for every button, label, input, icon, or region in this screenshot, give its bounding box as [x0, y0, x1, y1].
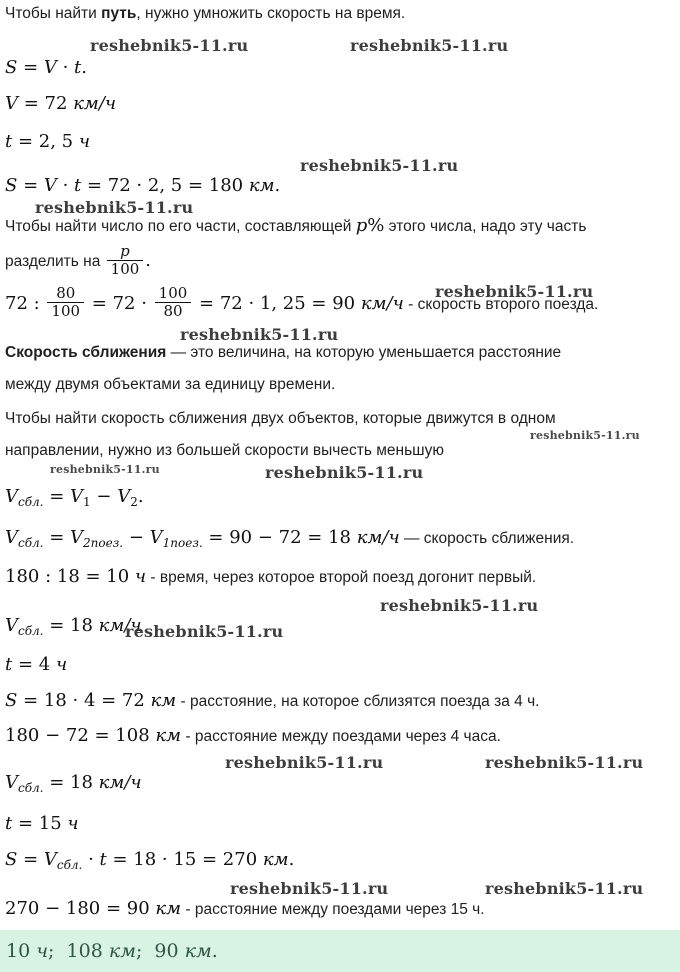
math-variable: t: [5, 131, 13, 152]
math-variable: км: [155, 725, 182, 746]
math-variable: км: [155, 898, 182, 919]
math-variable: км/ч: [98, 772, 142, 793]
percent-rule-line-1: [5, 216, 674, 237]
watermark-row-8: [5, 753, 674, 771]
fraction-numerator: 100: [158, 284, 188, 302]
fraction: [155, 285, 192, 320]
math-subscript: сбл.: [18, 495, 44, 509]
math-variable: ч: [67, 813, 79, 834]
calc-closing-speed: [5, 526, 674, 555]
math-value: = 90 − 72 = 18: [202, 527, 357, 548]
math-subscript: 2поез.: [83, 536, 124, 550]
math-variable: ч: [55, 654, 68, 675]
text-segment: — это величина, на которую уменьшается расстояние: [166, 344, 562, 361]
text-segment: Чтобы найти: [5, 5, 102, 22]
watermark-row-7: [5, 596, 674, 614]
math-value: 10: [6, 940, 37, 962]
math-variable: V: [43, 849, 57, 870]
math-variable: t: [74, 57, 82, 78]
math-variable: км: [184, 940, 212, 962]
math-value: .: [288, 849, 295, 870]
math-value: ·: [82, 849, 100, 870]
math-variable: км: [248, 175, 275, 196]
math-subscript: сбл.: [56, 858, 83, 872]
text-segment: - расстояние, на которое сблизятся поезда за 4 ч.: [176, 693, 540, 710]
watermark: reshebnik5-11.ru: [125, 622, 284, 641]
math-value: .: [81, 57, 88, 78]
text-segment: Чтобы найти число по его части, составляющей: [5, 218, 356, 235]
fraction-denominator: 100: [47, 302, 84, 320]
math-value: 270 − 180 = 90: [5, 898, 156, 919]
math-value: −: [123, 527, 150, 548]
calc-gap-4h: [5, 724, 674, 749]
bold-text-segment: путь: [101, 5, 137, 22]
watermark: reshebnik5-11.ru: [50, 463, 160, 476]
fraction: [107, 243, 144, 278]
math-variable: V: [5, 527, 18, 548]
math-variable: p: [355, 215, 368, 236]
math-value: %: [367, 215, 385, 236]
math-value: = 18: [43, 772, 99, 793]
calc-second-train-speed: [5, 284, 674, 325]
text-segment: - скорость второго поезда.: [403, 296, 599, 313]
watermark: reshebnik5-11.ru: [485, 753, 644, 772]
math-variable: V: [5, 486, 18, 507]
math-value: 180 − 72 = 108: [5, 725, 156, 746]
watermark-row-5: [5, 429, 674, 441]
calc-catchup-time: [5, 565, 674, 590]
math-value: ; 108: [48, 940, 109, 962]
calc-distance-180: [5, 174, 674, 198]
text-segment: - расстояние между поездами через 4 часа.: [181, 728, 501, 745]
math-variable: t: [5, 654, 13, 675]
math-variable: км/ч: [98, 615, 142, 636]
given-speed: [5, 92, 674, 116]
math-variable: t: [74, 175, 82, 196]
math-variable: V: [43, 175, 57, 196]
closing-speed-def-2: [5, 375, 674, 395]
math-variable: км/ч: [360, 293, 404, 314]
formula-closing-speed: [5, 485, 674, 514]
text-segment: - расстояние между поездами через 15 ч.: [181, 901, 485, 918]
math-value: .: [145, 250, 152, 271]
closing-speed-rule-2: [5, 441, 674, 461]
watermark: reshebnik5-11.ru: [180, 325, 339, 344]
math-variable: ч: [78, 131, 91, 152]
fraction-numerator: p: [120, 241, 130, 260]
math-variable: км/ч: [73, 93, 117, 114]
math-variable: V: [70, 486, 84, 507]
math-value: =: [43, 527, 71, 548]
math-subscript: 1: [83, 495, 91, 509]
math-variable: S: [5, 175, 18, 196]
watermark-row-9: [5, 879, 674, 897]
math-variable: S: [5, 57, 18, 78]
text-segment: между двумя объектами за единицу времени.: [5, 376, 336, 393]
math-variable: S: [5, 849, 18, 870]
math-variable: км: [262, 849, 289, 870]
math-variable: км/ч: [356, 527, 400, 548]
math-variable: ч: [36, 940, 49, 962]
math-value: =: [17, 175, 44, 196]
math-value: .: [211, 940, 218, 962]
text-segment: - время, через которое второй поезд догонит первый.: [146, 569, 537, 586]
closing-speed-value-2: [5, 771, 674, 800]
solution-body: [5, 4, 674, 972]
math-variable: км: [108, 940, 136, 962]
math-value: .: [274, 175, 281, 196]
math-subscript: сбл.: [18, 536, 44, 550]
watermark: reshebnik5-11.ru: [300, 156, 459, 175]
watermark: reshebnik5-11.ru: [530, 429, 640, 442]
math-value: ; 90: [135, 940, 185, 962]
math-value: 180 : 18 = 10: [5, 566, 135, 587]
given-time: [5, 130, 674, 154]
math-variable: t: [99, 849, 107, 870]
intro-path-rule: [5, 4, 674, 24]
closing-speed-rule-1: [5, 409, 674, 429]
math-value: −: [90, 486, 118, 507]
text-segment: направлении, нужно из большей скорости вычесть меньшую: [5, 442, 444, 459]
math-subscript: сбл.: [18, 781, 44, 795]
watermark: reshebnik5-11.ru: [435, 282, 594, 301]
watermark-row-6: [5, 463, 674, 481]
watermark: reshebnik5-11.ru: [230, 879, 389, 898]
watermark-row-4: [5, 325, 674, 343]
watermark: reshebnik5-11.ru: [225, 753, 384, 772]
text-segment: этого числа, надо эту часть: [384, 218, 587, 235]
math-value: =: [17, 57, 44, 78]
time-4h: [5, 653, 674, 677]
watermark-row-3: [5, 198, 674, 216]
math-variable: V: [43, 57, 57, 78]
watermark: reshebnik5-11.ru: [380, 596, 539, 615]
math-subscript: 1поез.: [162, 536, 203, 550]
math-variable: V: [117, 486, 131, 507]
math-value: = 4: [12, 654, 56, 675]
math-variable: V: [5, 615, 18, 636]
math-variable: t: [5, 813, 13, 834]
watermark: reshebnik5-11.ru: [265, 463, 424, 482]
math-value: = 15: [12, 813, 68, 834]
watermark: reshebnik5-11.ru: [90, 36, 249, 55]
math-value: =: [43, 486, 71, 507]
time-15h: [5, 812, 674, 836]
calc-gap-15h: [5, 897, 674, 922]
math-variable: V: [149, 527, 163, 548]
math-variable: ч: [134, 566, 147, 587]
math-value: = 72 · 2, 5 = 180: [81, 175, 249, 196]
math-value: ·: [56, 175, 75, 196]
fraction-denominator: 100: [107, 260, 144, 278]
fraction: [47, 285, 84, 320]
calc-distance-15h: [5, 848, 674, 877]
math-value: 72 :: [5, 293, 46, 314]
math-variable: км: [150, 690, 177, 711]
math-value: ·: [56, 57, 75, 78]
math-value: = 18: [43, 615, 99, 636]
watermark: reshebnik5-11.ru: [350, 36, 509, 55]
math-value: = 72: [18, 93, 74, 114]
text-segment: Чтобы найти скорость сближения двух объектов, которые движутся в одном: [5, 410, 556, 427]
math-subscript: 2: [130, 495, 138, 509]
math-value: = 2, 5: [12, 131, 79, 152]
watermark: reshebnik5-11.ru: [485, 879, 644, 898]
formula-s-vt: [5, 56, 674, 80]
bold-text-segment: Скорость сближения: [5, 344, 167, 361]
math-value: = 72 ·: [86, 293, 153, 314]
math-value: = 18 · 15 = 270: [106, 849, 263, 870]
calc-distance-4h: [5, 689, 674, 714]
math-value: .: [137, 486, 144, 507]
text-segment: , нужно умножить скорость на время.: [136, 5, 406, 22]
closing-speed-def-1: [5, 343, 674, 363]
math-variable: V: [5, 93, 18, 114]
text-segment: — скорость сближения.: [399, 530, 575, 547]
math-variable: V: [5, 772, 18, 793]
text-segment: разделить на: [5, 253, 105, 270]
math-value: = 72 · 1, 25 = 90: [193, 293, 361, 314]
math-variable: V: [70, 527, 84, 548]
watermark-row-2: [5, 156, 674, 174]
closing-speed-value-1: [5, 614, 674, 643]
math-subscript: сбл.: [18, 624, 44, 638]
math-value: =: [17, 849, 44, 870]
math-variable: S: [5, 690, 18, 711]
watermark-row-1: [5, 36, 674, 54]
fraction-denominator: 80: [155, 302, 192, 320]
math-value: = 18 · 4 = 72: [17, 690, 151, 711]
watermark: reshebnik5-11.ru: [35, 198, 194, 217]
fraction-numerator: 80: [56, 284, 76, 302]
